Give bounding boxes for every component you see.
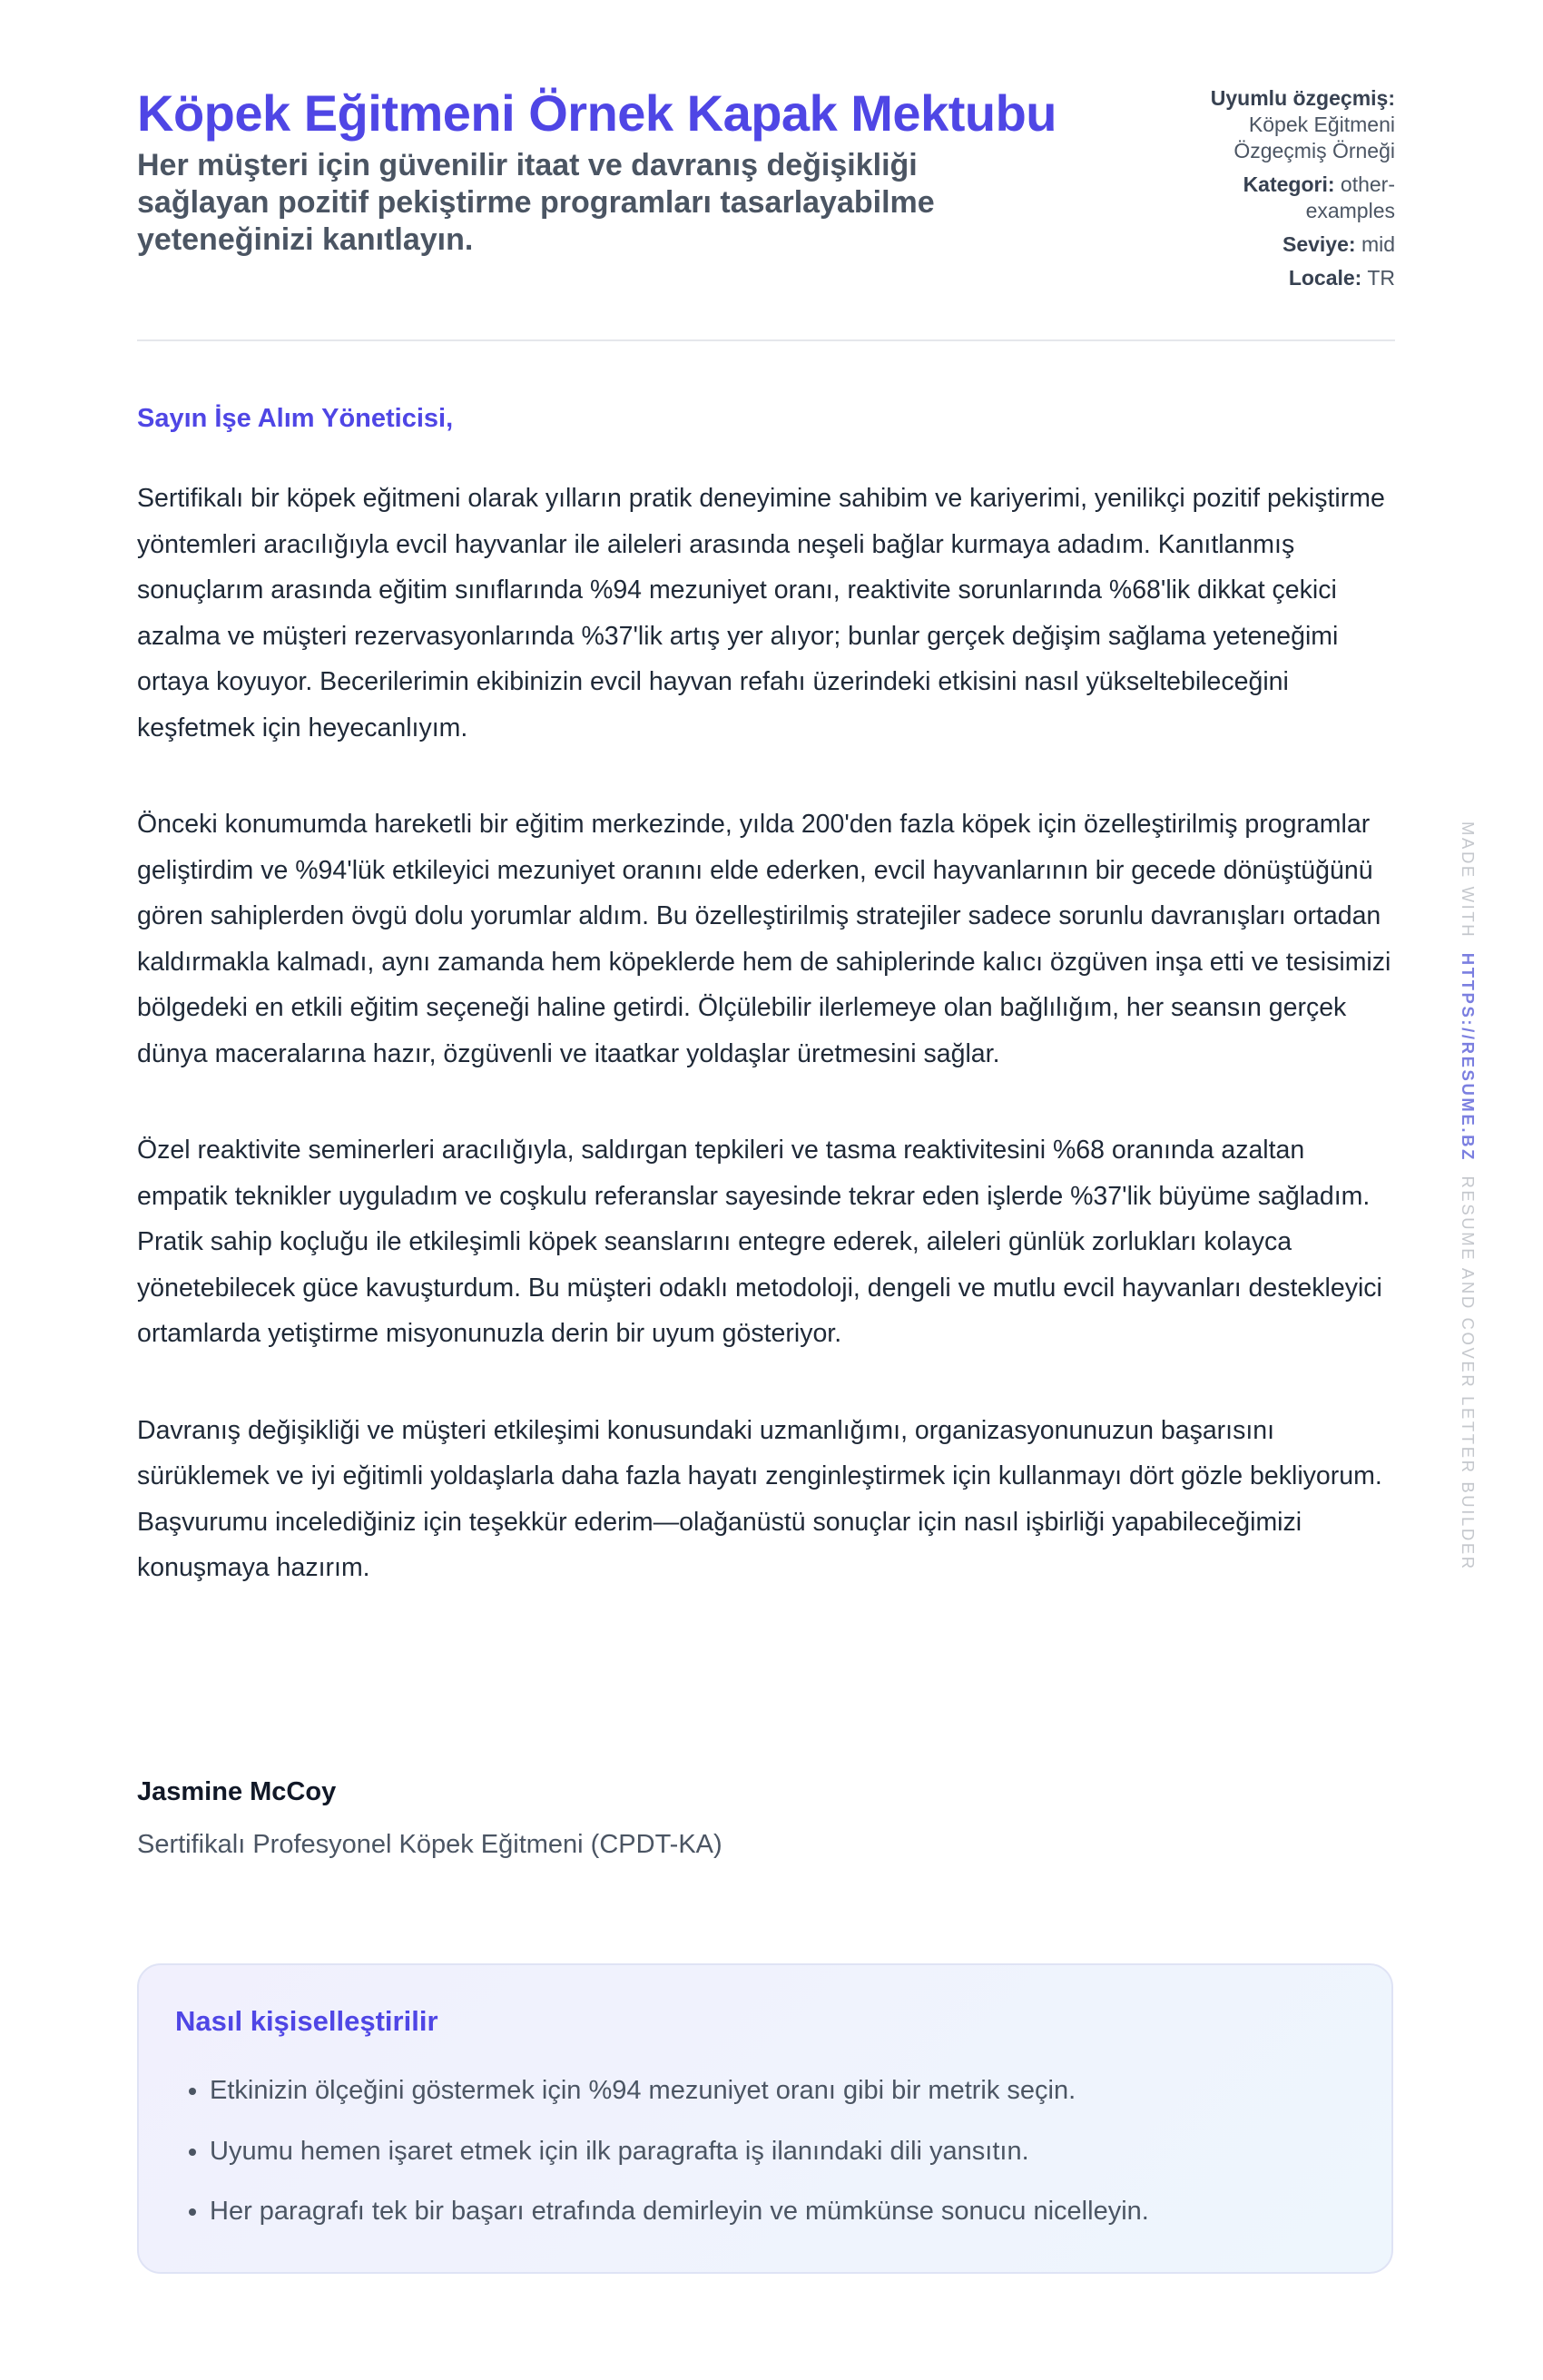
header (137, 82, 1395, 300)
meta-resume-link[interactable]: Köpek Eğitmeni Özgeçmiş Örneği (1233, 113, 1395, 162)
meta-category (1177, 172, 1395, 224)
watermark-suffix: RESUME AND COVER LETTER BUILDER (1459, 1175, 1478, 1571)
watermark-vertical (1454, 821, 1481, 1571)
tip-item: • Uyumu hemen işaret etmek için ilk paragrafta iş ilanındaki dili yansıtın. (210, 2133, 1149, 2194)
tips-heading: Nasıl kişiselleştirilir (175, 2005, 438, 2037)
header-divider (137, 339, 1395, 341)
meta-panel (1177, 85, 1395, 299)
letter-paragraph: Önceki konumumda hareketli bir eğitim merkezinde, yılda 200'den fazla köpek için özelleştirilmiş programlar geliştirdim ve %94'lük etkileyici mezuniyet oranını elde ederken, evcil hayvanlarının bir gecede dönüştüğünü gören sahiplerden övgü dolu yorumlar aldım. Bu özelleştirilmiş stratejiler sadece sorunlu davranışları ortadan kaldırmakla kalmadı, aynı zamanda hem köpeklerde hem de sahiplerinde kalıcı özgüven inşa etti ve tesisimizi bölgedeki en etkili eğitim seçeneği haline getirdi. Ölçülebilir ilerlemeye olan bağlılığım, her seansın gerçek dünya maceralarına hazır, özgüvenli ve itaatkar yoldaşlar üretmesini sağlar. (137, 810, 1391, 1068)
meta-category-label: Kategori: (1243, 172, 1335, 196)
letter-paragraph: Sertifikalı bir köpek eğitmeni olarak yılların pratik deneyimine sahibim ve kariyerimi, yenilikçi pozitif pekiştirme yöntemleri aracılığıyla evcil hayvanlar ile aileleri arasında neşeli bağlar kurmaya adadım. Kanıtlanmış sonuçlarım arasında eğitim sınıflarında %94 mezuniyet oranı, reaktivite sorunlarında %68'lik dikkat çekici azalma ve müşteri rezervasyonlarında %37'lik artış yer alıyor; bunlar gerçek değişim sağlama yeteneğimi ortaya koyuyor. Becerilerimin ekibinizin evcil hayvan refahı üzerindeki etkisini nasıl yükseltebileceğini keşfetmek için heyecanlıyım. (137, 484, 1385, 743)
page-subtitle: Her müşteri için güvenilir itaat ve davranış değişikliği sağlayan pozitif pekiştirme programları tasarlayabilme yeteneğinizi kanıtlayın. (137, 148, 935, 257)
meta-resume (1177, 85, 1395, 164)
meta-level-value: mid (1361, 232, 1395, 256)
page-title: Köpek Eğitmeni Örnek Kapak Mektubu (137, 84, 1057, 142)
signature-name: Jasmine McCoy (137, 1777, 337, 1806)
meta-locale (1177, 265, 1395, 291)
signature-title: Sertifikalı Profesyonel Köpek Eğitmeni (CPDT-KA) (137, 1830, 722, 1859)
watermark-link[interactable]: HTTPS://RESUME.BZ (1459, 952, 1478, 1162)
letter-paragraph: Özel reaktivite seminerleri aracılığıyla, saldırgan tepkileri ve tasma reaktivitesini %68 oranında azaltan empatik teknikler uyguladım ve coşkulu referanslar sayesinde tekrar eden işlerde %37'lik büyüme sağladım. Pratik sahip koçluğu ile etkileşimli köpek seanslarını entegre ederek, aileleri günlük zorlukları kolayca yönetebilecek güce kavuşturdum. Bu müşteri odaklı metodoloji, dengeli ve mutlu evcil hayvanları destekleyici ortamlarda yetiştirme misyonunuzla derin bir uyum gösteriyor. (137, 1136, 1382, 1348)
letter-paragraph: Davranış değişikliği ve müşteri etkileşimi konusundaki uzmanlığımı, organizasyonunuzun başarısını sürüklemek ve iyi eğitimli yoldaşlarla daha fazla hayatı zenginleştirmek için kullanmayı dört gözle bekliyorum. Başvurumu incelediğiniz için teşekkür ederim—olağanüstü sonuçlar için nasıl işbirliği yapabileceğimizi konuşmaya hazırım. (137, 1415, 1382, 1582)
salutation: Sayın İşe Alım Yöneticisi, (137, 404, 454, 433)
letter-body (137, 476, 1395, 1642)
meta-locale-value: TR (1367, 266, 1395, 290)
meta-category-value: other-examples (1305, 172, 1395, 222)
tip-item: • Etkinizin ölçeğini göstermek için %94 mezuniyet oranı gibi bir metrik seçin. (210, 2072, 1149, 2133)
meta-locale-label: Locale: (1288, 266, 1362, 290)
tip-item: • Her paragrafı tek bir başarı etrafında demirleyin ve mümkünse sonucu nicelleyin. (210, 2193, 1149, 2254)
watermark-prefix: MADE WITH (1459, 821, 1478, 939)
meta-level-label: Seviye: (1282, 232, 1356, 256)
meta-resume-label: Uyumlu özgeçmiş: (1210, 86, 1395, 110)
personalization-tips-box (137, 1963, 1393, 2274)
tips-list (175, 2072, 1149, 2254)
meta-level (1177, 231, 1395, 258)
